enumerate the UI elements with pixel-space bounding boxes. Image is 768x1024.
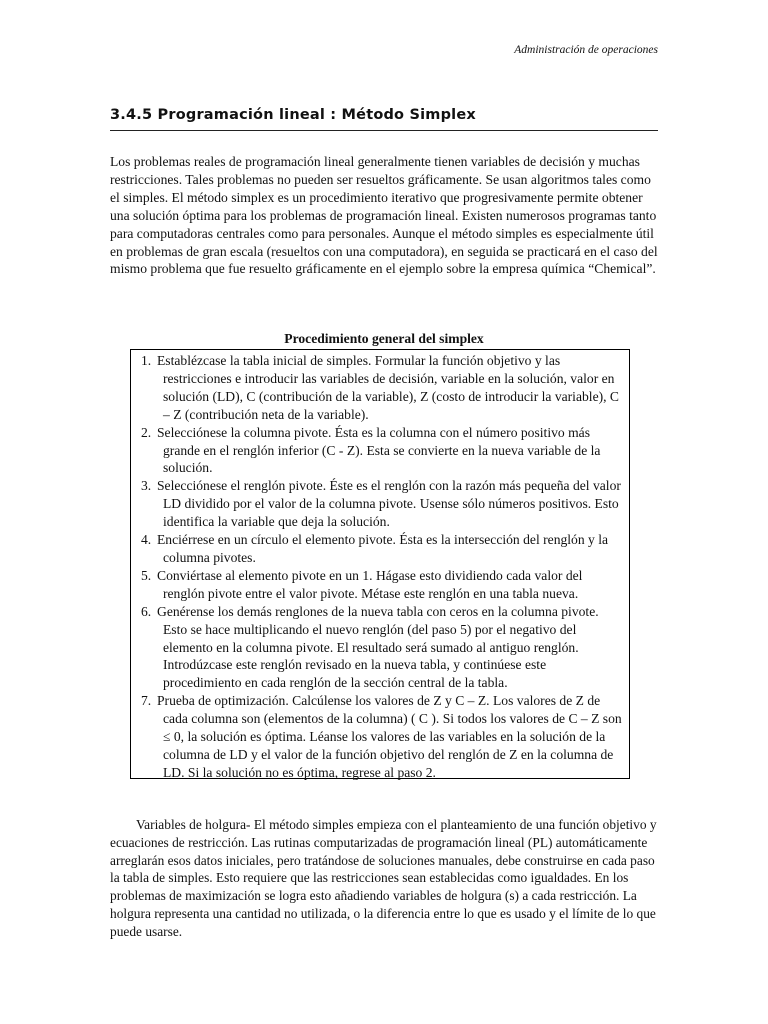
step-text: Conviértase al elemento pivote en un 1. Hágase esto dividiendo cada valor del renglón pivote entre el valor pivote. Métase este renglón en una tabla nueva. bbox=[157, 567, 583, 601]
step-number: 2. bbox=[141, 424, 152, 440]
step-number: 1. bbox=[141, 353, 152, 368]
section-title: 3.4.5 Programación lineal : Método Simplex bbox=[110, 107, 476, 123]
step-number: 6. bbox=[141, 603, 152, 619]
procedure-steps bbox=[141, 352, 623, 782]
running-header: Administración de operaciones bbox=[514, 44, 658, 56]
slack-variables-paragraph: Variables de holgura- El método simples empieza con el planteamiento de una función objetivo y ecuaciones de restricción. Las rutinas computarizadas de programación lineal (PL) automáticamente arreglarán esos datos iniciales, pero tratándose de soluciones manuales, debe construirse en cada paso la tabla de simples. Esto requiere que las restricciones sean establecidas como igualdades. En los problemas de maximización se logra esto añadiendo variables de holgura (s) a cada restricción. La holgura representa una cantidad no utilizada, o la diferencia entre lo que es usado y el límite de lo que puede usarse. bbox=[110, 817, 657, 939]
title-rule bbox=[110, 130, 658, 131]
intro-paragraph: Los problemas reales de programación lineal generalmente tienen variables de decisión y muchas restricciones. Tales problemas no pueden ser resueltos gráficamente. Se usan algoritmos tales como el simples. El método simplex es un procedimiento iterativo que progresivamente permite obtener una solución óptima para los problemas de programación lineal. Existen numerosos programas tanto para computadoras centrales como para personales. Aunque el método simples es especialmente útil en problemas de gran escala (resueltos con una computadora), en seguida se practicará en el caso del mismo problema que fue resuelto gráficamente en el ejemplo sobre la empresa química “Chemical”. bbox=[110, 154, 658, 277]
step-text: Selecciónese el renglón pivote. Éste es el renglón con la razón más pequeña del valor LD dividido por el valor de la columna pivote. Usense sólo números positivos. Esto identifica la variable que deja la solución. bbox=[157, 478, 621, 530]
procedure-box bbox=[130, 349, 630, 779]
step-text: Genérense los demás renglones de la nueva tabla con ceros en la columna pivote. Esto se hace multiplicando el nuevo renglón (del paso 5) por el negativo del elemento en la columna pivote. El resultado será sumado al antiguo renglón. Introdúzcase este renglón revisado en la nueva tabla, y continúese este procedimiento en cada renglón de la sección central de la tabla. bbox=[157, 603, 599, 691]
step-text: Establézcase la tabla inicial de simples. Formular la función objetivo y las restricciones e introducir las variables de decisión, variable en la solución, valor en solución (LD), C (contribución de la variable), Z (costo de introducir la variable), C – Z (contribución neta de la variable). bbox=[157, 353, 619, 422]
step-number: 4. bbox=[141, 532, 152, 548]
step-text: Selecciónese la columna pivote. Ésta es la columna con el número positivo más grande en el renglón inferior (C - Z). Esta se convierte en la nueva variable de la solución. bbox=[157, 424, 601, 476]
step-number: 7. bbox=[141, 693, 152, 709]
step-text: Prueba de optimización. Calcúlense los valores de Z y C – Z. Los valores de Z de cada columna son (elementos de la columna) ( C ). Si todos los valores de C – Z son ≤ 0, la solución es óptima. Léanse los valores de las variables en la solución de la columna de LD y el valor de la función objetivo del renglón de Z en la columna de LD. Si la solución no es óptima, regrese al paso 2. bbox=[157, 693, 622, 780]
procedure-step bbox=[141, 531, 623, 567]
step-number: 5. bbox=[141, 567, 152, 583]
procedure-step bbox=[141, 477, 623, 531]
procedure-step bbox=[141, 567, 623, 603]
procedure-step bbox=[141, 603, 623, 693]
procedure-step bbox=[141, 424, 623, 478]
step-number: 3. bbox=[141, 478, 152, 494]
step-text: Enciérrese en un círculo el elemento pivote. Ésta es la intersección del renglón y la columna pivotes. bbox=[157, 532, 609, 565]
procedure-heading: Procedimiento general del simplex bbox=[284, 331, 484, 346]
procedure-step bbox=[141, 692, 623, 782]
procedure-step bbox=[141, 352, 623, 424]
